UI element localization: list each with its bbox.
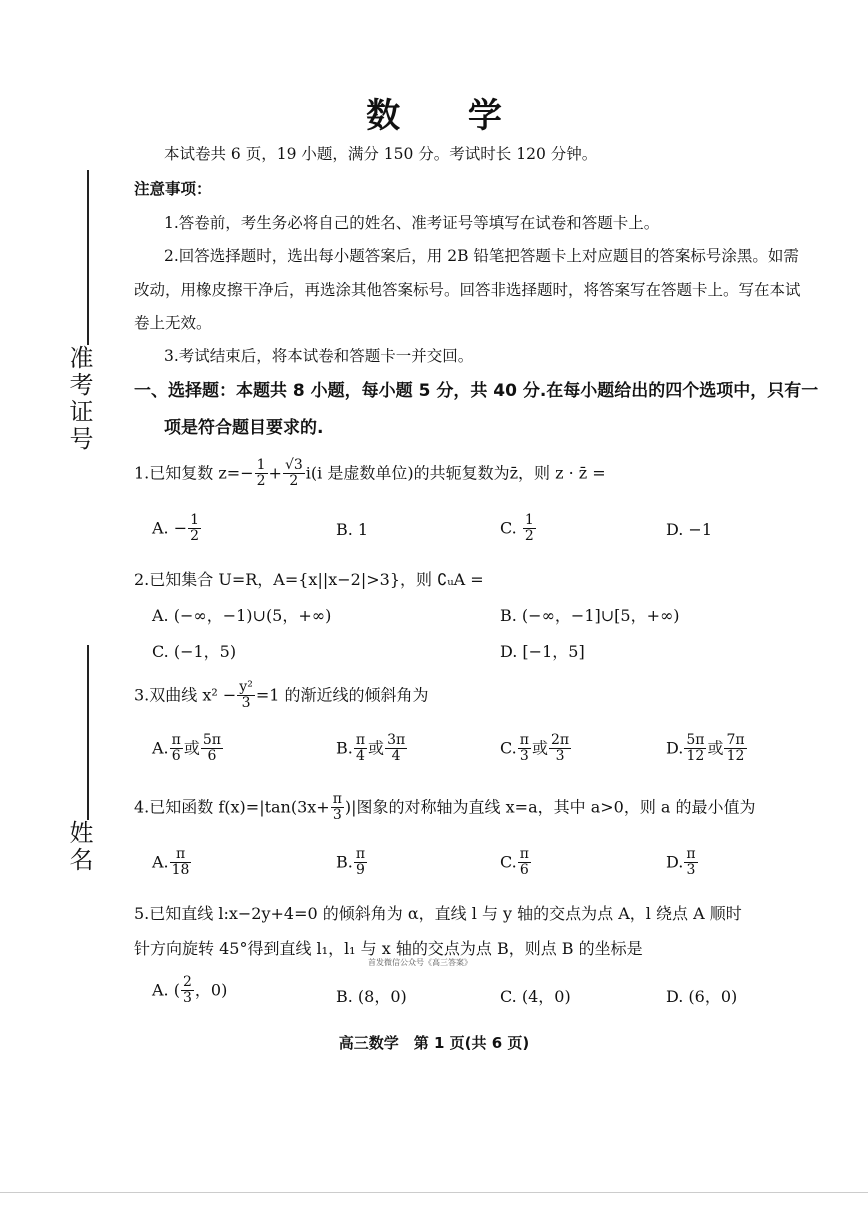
q3-option-b: B. $\frac{\pi}{4}$ 或 $\frac{3\pi}{4}$	[336, 732, 406, 765]
q1-fraction-half: $\frac{1}{2}$	[256, 457, 266, 490]
side-label-name: 姓名	[65, 820, 93, 874]
q3-option-d: D. $\frac{5\pi}{12}$ 或 $\frac{7\pi}{12}$	[666, 732, 745, 765]
q2-option-d: D. [−1，5]	[500, 642, 585, 661]
q1-suffix: i(i 是虚数单位)的共轭复数为z̄，则 z · z̄ =	[305, 463, 606, 483]
q2-option-c: C. (−1，5)	[152, 642, 237, 661]
q5-option-c: C. (4，0)	[500, 987, 571, 1006]
q1-fraction-root3: $\frac{√3}{2}$	[284, 457, 303, 490]
question-5: 5.已知直线 l:x−2y+4=0 的倾斜角为 α，直线 l 与 y 轴的交点为点 A，l 绕点 A 顺时	[134, 904, 742, 923]
exam-title: 数 学	[366, 96, 530, 136]
q2-option-a: A. (−∞，−1)∪(5，+∞)	[152, 606, 332, 625]
notice-item-2-end: 卷上无效。	[134, 314, 212, 332]
side-label-exam-id: 准考证号	[65, 345, 93, 453]
notice-item-2: 2.回答选择题时，选出每小题答案后，用 2B 铅笔把答题卡上对应题目的答案标号涂黑。如需	[164, 247, 799, 265]
q1-option-a: A. − $\frac{1}{2}$	[152, 512, 200, 545]
notice-item-3: 3.考试结束后，将本试卷和答题卡一并交回。	[164, 347, 474, 365]
section-heading-cont: 项是符合题目要求的.	[164, 418, 324, 438]
question-4: 4.已知函数 f(x)=|tan(3x+ $\frac{\pi}{3}$ )|图象的对称轴为直线 x=a，其中 a>0，则 a 的最小值为	[134, 791, 756, 824]
question-3: 3.双曲线 x² − $\frac{\text{y²}}{3}$ =1 的渐近线的倾斜角为	[134, 679, 429, 712]
q1-option-c: C. $\frac{1}{2}$	[500, 512, 534, 545]
q1-option-b: B. 1	[336, 520, 369, 539]
id-write-line	[87, 170, 89, 345]
page-footer: 高三数学 第 1 页(共 6 页)	[338, 1034, 530, 1052]
notice-heading: 注意事项：	[134, 180, 212, 198]
name-write-line	[87, 645, 89, 820]
exam-intro: 本试卷共 6 页，19 小题，满分 150 分。考试时长 120 分钟。	[164, 145, 598, 163]
q1-option-d: D. −1	[666, 520, 713, 539]
q5-option-b: B. (8，0)	[336, 987, 407, 1006]
q5-option-d: D. (6，0)	[666, 987, 738, 1006]
watermark-text: 首发微信公众号《高三答案》	[368, 958, 472, 967]
q2-option-b: B. (−∞，−1]∪[5，+∞)	[500, 606, 680, 625]
scan-edge	[0, 1192, 868, 1193]
q5-option-a: A. ( $\frac{2}{3}$ ，0)	[152, 974, 228, 1007]
notice-item-2-cont: 改动，用橡皮擦干净后，再选涂其他答案标号。回答非选择题时，将答案写在答题卡上。写在本试	[134, 281, 801, 299]
question-5-cont: 针方向旋转 45°得到直线 l₁，l₁ 与 x 轴的交点为点 B，则点 B 的坐标是	[134, 939, 643, 958]
section-heading: 一、选择题：本题共 8 小题，每小题 5 分，共 40 分.在每小题给出的四个选项中，只有一	[134, 381, 819, 401]
q4-option-c: C. $\frac{\pi}{6}$	[500, 846, 529, 879]
q1-plus: +	[268, 463, 282, 483]
q4-option-b: B. $\frac{\pi}{9}$	[336, 846, 366, 879]
notice-item-1: 1.答卷前，考生务必将自己的姓名、准考证号等填写在试卷和答题卡上。	[164, 214, 660, 232]
question-2: 2.已知集合 U=R，A={x||x−2|>3}，则 ∁ᵤA =	[134, 570, 484, 589]
question-1	[134, 458, 606, 490]
q3-option-c: C. $\frac{\pi}{3}$ 或 $\frac{2\pi}{3}$	[500, 732, 570, 765]
q3-option-a: A. $\frac{\pi}{6}$ 或 $\frac{5\pi}{6}$	[152, 732, 221, 765]
q1-prefix: 1.已知复数 z=−	[134, 463, 254, 483]
q4-option-a: A. $\frac{\pi}{18}$	[152, 846, 190, 879]
q4-option-d: D. $\frac{\pi}{3}$	[666, 846, 696, 879]
